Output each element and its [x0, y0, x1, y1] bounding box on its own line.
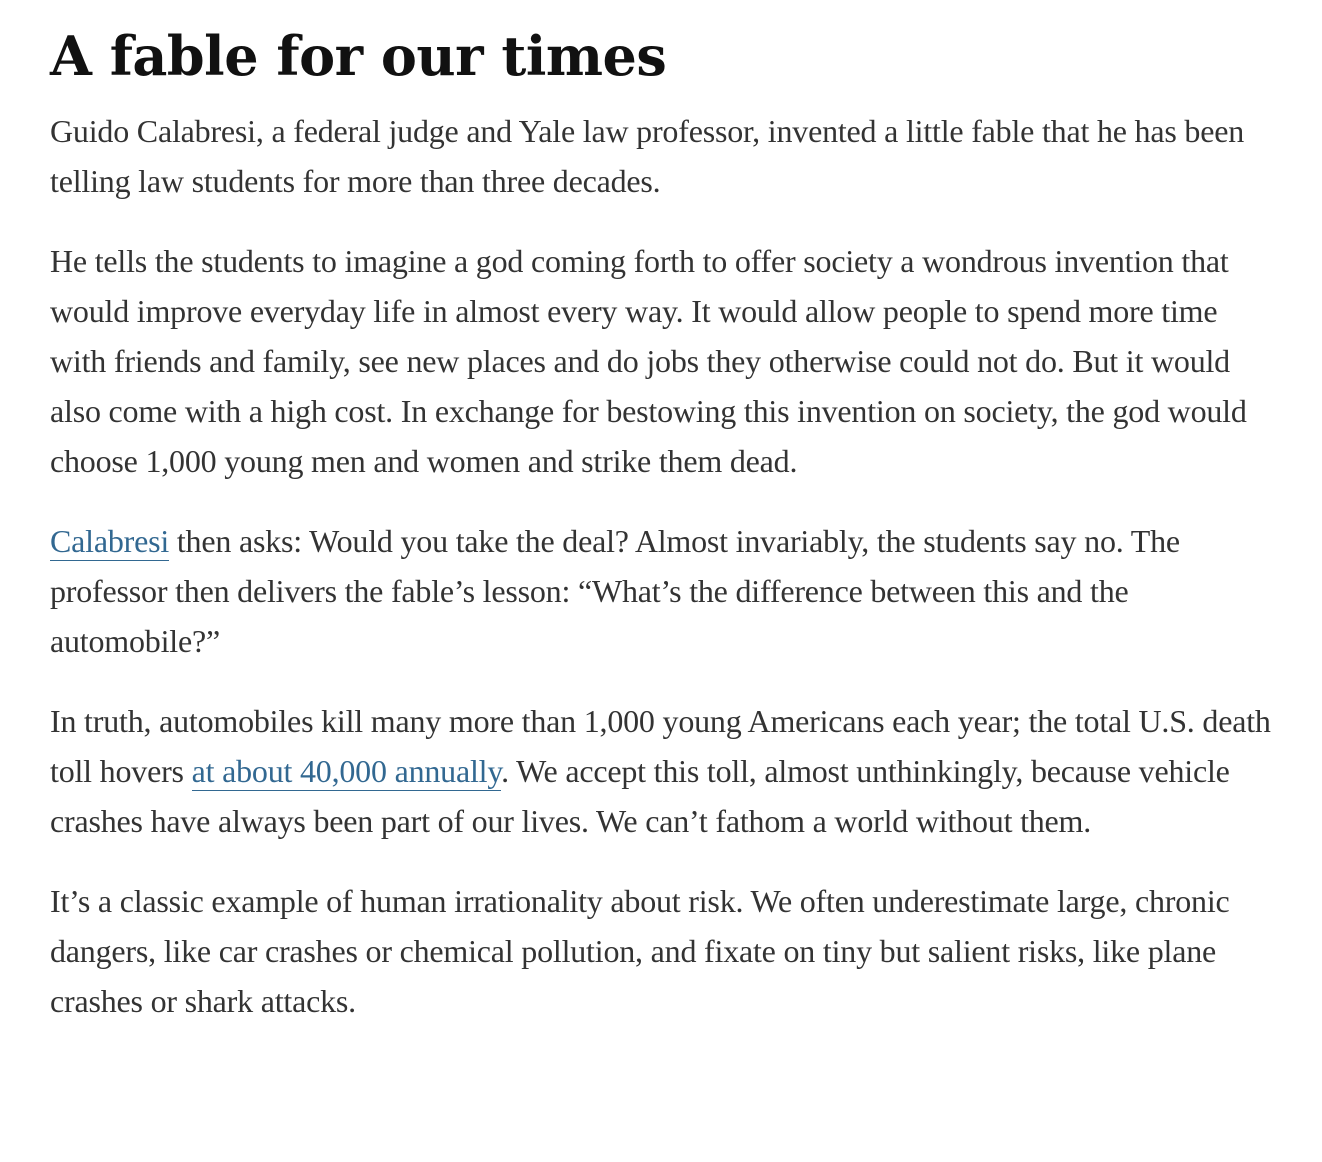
death-toll-link[interactable]: at about 40,000 annually: [191, 753, 502, 789]
section-headline: A fable for our times: [50, 24, 667, 88]
paragraph-question: [50, 516, 1280, 666]
paragraph-risk: It’s a classic example of human irrationality about risk. We often underestimate large, chronic dangers, like car crashes or chemical pollution, and fixate on tiny but salient risks, like plane crashes or shark attacks.: [50, 883, 1230, 1019]
paragraph-fable: He tells the students to imagine a god coming forth to offer society a wondrous invention that would improve everyday life in almost every way. It would allow people to spend more time with friends and family, see new places and do jobs they otherwise could not do. But it would also come with a high cost. In exchange for bestowing this invention on society, the god would choose 1,000 young men and women and strike them dead.: [50, 243, 1247, 479]
paragraph-calabresi-intro: Guido Calabresi, a federal judge and Yale law professor, invented a little fable that he has been telling law students for more than three decades.: [50, 113, 1245, 199]
paragraph-death-toll-after: . We accept this toll, almost unthinkingly, because vehicle crashes have always been part of our lives. We can’t fathom a world without them.: [50, 753, 1230, 839]
paragraph-death-toll-before: In truth, automobiles kill many more than 1,000 young Americans each year; the total U.S. death toll hovers: [50, 703, 1271, 789]
article-body: [50, 0, 1280, 1056]
paragraph-question-text: then asks: Would you take the deal? Almost invariably, the students say no. The professor then delivers the fable’s lesson: “What’s the difference between this and the automobile?”: [50, 523, 1180, 659]
paragraph-death-toll: [50, 696, 1280, 846]
calabresi-link[interactable]: Calabresi: [50, 523, 170, 559]
